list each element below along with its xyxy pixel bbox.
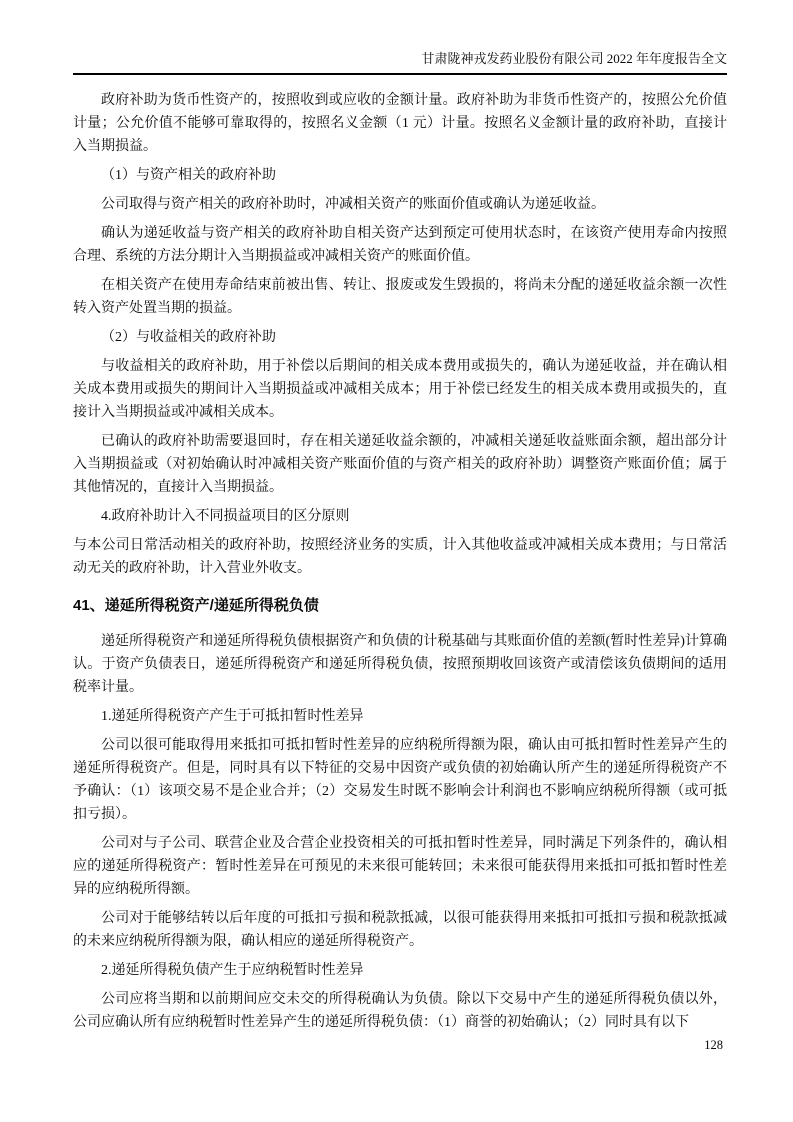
subheading: （1）与资产相关的政府补助 <box>101 168 276 183</box>
paragraph: 与收益相关的政府补助，用于补偿以后期间的相关成本费用或损失的，确认为递延收益，并在确认相关成本费用或损失的期间计入当期损益或冲减相关成本；用于补偿已经发生的相关成本费用或损失的，直接计入当期损益或冲减相关成本。 <box>73 359 727 420</box>
paragraph: 与本公司日常活动相关的政府补助，按照经济业务的实质，计入其他收益或冲减相关成本费用；与日常活动无关的政府补助，计入营业外收支。 <box>73 538 727 576</box>
paragraph: 递延所得税资产和递延所得税负债根据资产和负债的计税基础与其账面价值的差额(暂时性差异)计算确认。于资产负债表日，递延所得税资产和递延所得税负债，按照预期收回该资产或清偿该负债期间的适用税率计量。 <box>73 634 727 695</box>
paragraph: 确认为递延收益与资产相关的政府补助自相关资产达到预定可使用状态时，在该资产使用寿命内按照合理、系统的方法分期计入当期损益或冲减相关资产的账面价值。 <box>73 226 727 264</box>
paragraph: 公司应将当期和以前期间应交未交的所得税确认为负债。除以下交易中产生的递延所得税负债以外，公司应确认所有应纳税暂时性差异产生的递延所得税负债：（1）商誉的初始确认；（2）同时具有以下 <box>73 992 727 1030</box>
section-heading: 41、递延所得税资产/递延所得税负债 <box>73 597 319 614</box>
paragraph: 已确认的政府补助需要退回时，存在相关递延收益余额的，冲减相关递延收益账面余额，超出部分计入当期损益或（对初始确认时冲减相关资产账面价值的与资产相关的政府补助）调整资产账面价值；属于其他情况的，直接计入当期损益。 <box>73 434 727 495</box>
paragraph: 公司对于能够结转以后年度的可抵扣亏损和税款抵减，以很可能获得用来抵扣可抵扣亏损和税款抵减的未来应纳税所得额为限，确认相应的递延所得税资产。 <box>73 911 727 949</box>
subheading: 1.递延所得税资产产生于可抵扣暂时性差异 <box>101 709 364 724</box>
document-body <box>73 89 727 1040</box>
paragraph: 政府补助为货币性资产的，按照收到或应收的金额计量。政府补助为非货币性资产的，按照公允价值计量；公允价值不能够可靠取得的，按照名义金额（1 元）计量。按照名义金额计量的政府补助，直接计入当期损益。 <box>73 93 727 154</box>
subheading: （2）与收益相关的政府补助 <box>101 330 276 345</box>
subheading: 4.政府补助计入不同损益项目的区分原则 <box>101 509 350 524</box>
paragraph: 公司对与子公司、联营企业及合营企业投资相关的可抵扣暂时性差异，同时满足下列条件的，确认相应的递延所得税资产：暂时性差异在可预见的未来很可能转回；未来很可能获得用来抵扣可抵扣暂时性差异的应纳税所得额。 <box>73 836 727 897</box>
paragraph: 公司取得与资产相关的政府补助时，冲减相关资产的账面价值或确认为递延收益。 <box>101 197 605 212</box>
paragraph: 在相关资产在使用寿命结束前被出售、转让、报废或发生毁损的，将尚未分配的递延收益余额一次性转入资产处置当期的损益。 <box>73 278 727 316</box>
page-header <box>73 50 727 75</box>
page-number: 128 <box>704 1038 723 1052</box>
paragraph: 公司以很可能取得用来抵扣可抵扣暂时性差异的应纳税所得额为限，确认由可抵扣暂时性差异产生的递延所得税资产。但是，同时具有以下特征的交易中因资产或负债的初始确认所产生的递延所得税资产不予确认：（1）该项交易不是企业合并；（2）交易发生时既不影响会计利润也不影响应纳税所得额（或可抵扣亏损）。 <box>73 738 727 822</box>
subheading: 2.递延所得税负债产生于应纳税暂时性差异 <box>101 963 364 978</box>
header-title: 甘肃陇神戎发药业股份有限公司 2022 年年度报告全文 <box>421 51 727 66</box>
